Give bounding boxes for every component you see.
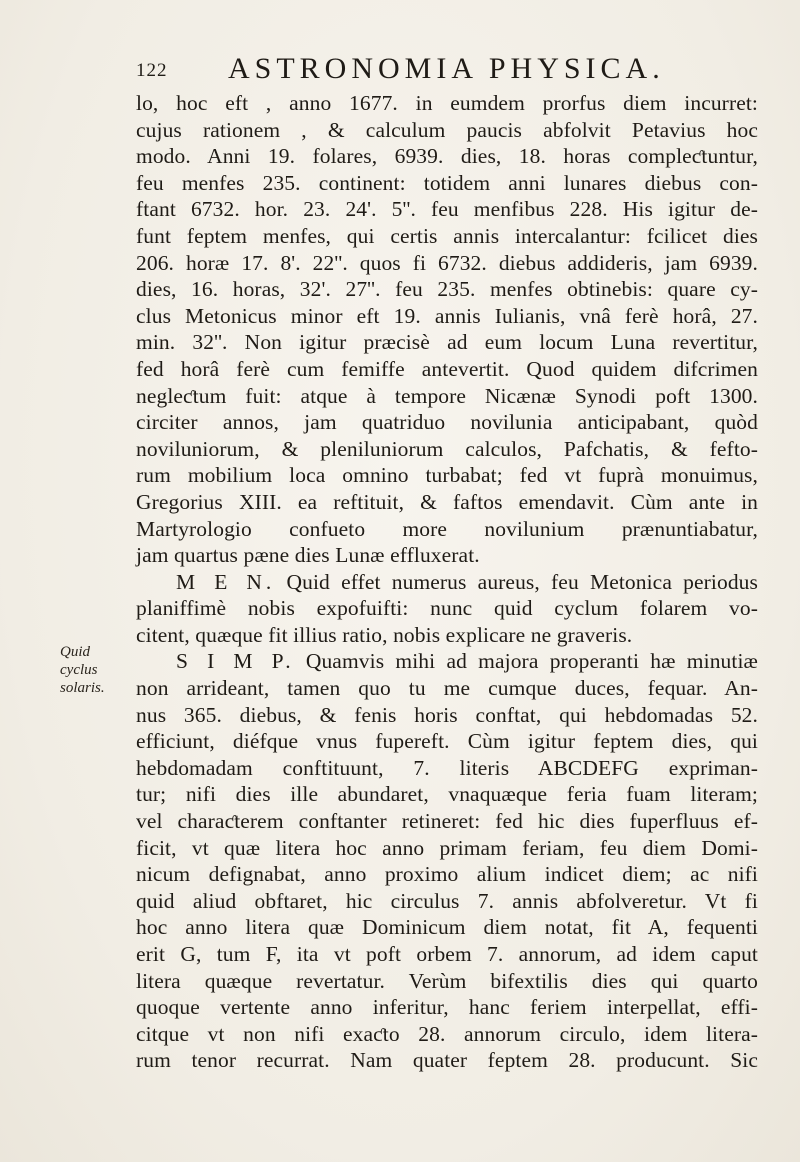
- text-line-16: Gregorius XIII. ea reftituit, & faftos emendavit. Cùm ante in: [136, 489, 758, 514]
- text-line-37: rum tenor recurrat. Nam quater feptem 28. producunt. Sic: [136, 1048, 758, 1073]
- margin-note-line-2: solaris.: [60, 680, 105, 696]
- text-line-8: dies, 16. horas, 32'. 27''. feu 235. menfes obtinebis: quare cy-: [136, 277, 758, 302]
- text-line-36: citque vt non nifi exaƈto 28. annorum circulo, idem litera-: [136, 1021, 758, 1046]
- text-line-10: min. 32''. Non igitur præcisè ad eum locum Luna revertitur,: [136, 330, 758, 355]
- text-line-2: cujus rationem , & calculum paucis abfolvit Petavius hoc: [136, 117, 758, 142]
- text-line-32: hoc anno litera quæ Dominicum diem notat, fit A, fequenti: [136, 915, 758, 940]
- body-text: [136, 90, 758, 1074]
- running-head: [136, 52, 756, 86]
- speaker-men: M E N.: [176, 569, 276, 594]
- text-line-7: 206. horæ 17. 8'. 22''. quos fi 6732. diebus addideris, jam 6939.: [136, 250, 758, 275]
- text-line-22-content: Quamvis mihi ad majora properanti hæ minutiæ: [305, 649, 758, 674]
- text-line-19: [136, 569, 758, 596]
- text-line-30: nicum defignabat, anno proximo alium indicet diem; ac nifi: [136, 862, 758, 887]
- text-line-4: feu menfes 235. continent: totidem anni lunares diebus con-: [136, 170, 758, 195]
- text-line-21: citent, quæque fit illius ratio, nobis explicare ne graveris.: [136, 622, 633, 647]
- text-line-35: quoque vertente anno inferitur, hanc feriem interpellat, effi-: [136, 995, 758, 1020]
- text-line-24: nus 365. diebus, & fenis horis conftat, qui hebdomadas 52.: [136, 702, 758, 727]
- text-line-31: quid aliud obftaret, hic circulus 7. annis abfolveretur. Vt fi: [136, 888, 758, 913]
- text-line-9: clus Metonicus minor eft 19. annis Iulianis, vnâ ferè horâ, 27.: [136, 303, 758, 328]
- text-line-6: funt feptem menfes, qui certis annis intercalantur: fcilicet dies: [136, 223, 758, 248]
- text-line-17: Martyrologio confueto more novilunium prænuntiabatur,: [136, 516, 758, 541]
- text-line-20: planiffimè nobis expofuifti: nunc quid cyclum folarem vo-: [136, 596, 758, 621]
- text-line-34: litera quæque revertatur. Verùm bifextilis dies qui quarto: [136, 968, 758, 993]
- page-title: ASTRONOMIA PHYSICA.: [228, 52, 665, 85]
- text-line-33: erit G, tum F, ita vt poft orbem 7. annorum, ad idem caput: [136, 942, 758, 966]
- text-line-28: vel charaƈterem conftanter retineret: fed hic dies fuperfluus ef-: [136, 809, 758, 834]
- text-line-29: ficit, vt quæ litera hoc anno primam feriam, feu diem Domi-: [136, 835, 758, 860]
- text-line-22: [136, 648, 758, 675]
- speaker-simp: S I M P.: [176, 649, 295, 674]
- page-number: 122: [136, 60, 168, 81]
- text-line-26: hebdomadam conftituunt, 7. literis ABCDEFG expriman-: [136, 755, 758, 780]
- text-line-5: ftant 6732. hor. 23. 24'. 5''. feu menfibus 228. His igitur de-: [136, 197, 758, 222]
- text-line-12: negleƈtum fuit: atque à tempore Nicænæ Synodi poft 1300.: [136, 383, 758, 408]
- text-line-27: tur; nifi dies ille abundaret, vnaquæque feria fuam literam;: [136, 782, 758, 807]
- text-line-18: jam quartus pæne dies Lunæ effluxerat.: [136, 543, 480, 568]
- margin-note-line-1: Quid cyclus: [60, 644, 98, 678]
- text-line-14: noviluniorum, & pleniluniorum calculos, Pafchatis, & fefto-: [136, 436, 758, 461]
- text-line-3: modo. Anni 19. folares, 6939. dies, 18. horas compleƈtuntur,: [136, 144, 758, 169]
- text-line-15: rum mobilium loca omnino turbabat; fed vt fuprà monuimus,: [136, 463, 758, 488]
- text-line-11: fed horâ ferè cum femiffe antevertit. Quod quidem difcrimen: [136, 356, 758, 381]
- text-line-13: circiter annos, jam quatriduo novilunia anticipabant, quòd: [136, 410, 758, 435]
- text-line-23: non arrideant, tamen quo tu me cumque duces, fequar. An-: [136, 676, 758, 701]
- margin-note: [60, 643, 130, 697]
- text-line-1: lo, hoc eft , anno 1677. in eumdem prorfus diem incurret:: [136, 91, 758, 115]
- text-line-19-content: Quid effet numerus aureus, feu Metonica periodus: [286, 569, 758, 594]
- text-line-25: efficiunt, diéfque vnus fupereft. Cùm igitur feptem dies, qui: [136, 729, 758, 754]
